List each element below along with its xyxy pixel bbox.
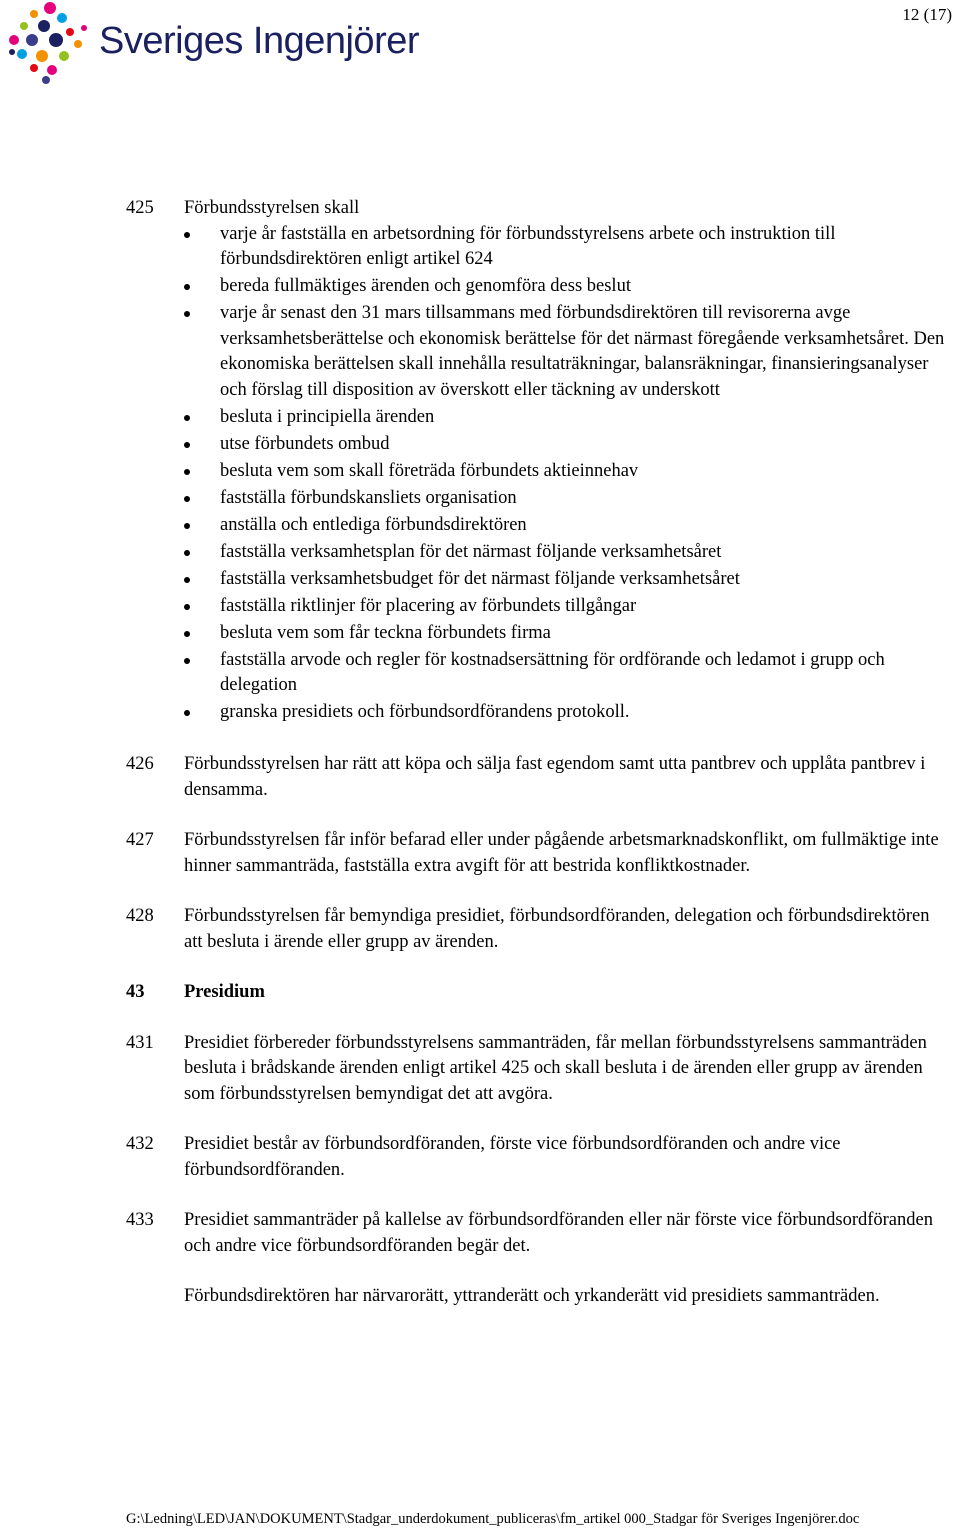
logo-text: Sveriges Ingenjörer [99,20,420,62]
list-item: fastställa verksamhetsbudget för det närmast följande verksamhetsåret [220,567,950,593]
section-text: Presidiet sammanträder på kallelse av förbundsordföranden eller när förste vice förbundsordföranden och andre vice förbundsordföranden begär det. [184,1210,933,1256]
section-427 [0,828,960,879]
list-item: anställa och entlediga förbundsdirektören [220,513,950,539]
section-431 [0,1031,960,1108]
section-number: 432 [126,1134,154,1154]
section-433-continuation [0,1284,960,1310]
section-433 [0,1208,960,1259]
list-item: fastställa riktlinjer för placering av förbundets tillgångar [220,594,950,620]
section-number: 428 [126,906,154,926]
list-item: fastställa arvode och regler för kostnadsersättning för ordförande och ledamot i grupp och delegation [220,648,950,699]
section-428 [0,904,960,955]
logo-dots-icon [4,0,99,84]
section-text: Förbundsstyrelsen får bemyndiga presidiet, förbundsordföranden, delegation och förbundsdirektören att besluta i ärende eller grupp av ärenden. [184,906,930,952]
section-number: 425 [126,198,154,218]
list-item: fastställa verksamhetsplan för det närmast följande verksamhetsåret [220,540,950,566]
section-425 [0,196,960,222]
list-item: besluta i principiella ärenden [220,405,950,431]
list-item: utse förbundets ombud [220,432,950,458]
bullet-list [0,222,960,726]
section-number: 433 [126,1210,154,1230]
section-number: 427 [126,830,154,850]
list-item: granska presidiets och förbundsordförandens protokoll. [220,700,950,726]
section-heading: Presidium [184,982,265,1002]
section-heading-43 [0,980,960,1006]
page-number: 12 (17) [902,5,952,24]
list-item: fastställa förbundskansliets organisation [220,486,950,512]
section-text: Förbundsdirektören har närvarorätt, yttranderätt och yrkanderätt vid presidiets sammanträden. [184,1286,880,1306]
list-item: varje år senast den 31 mars tillsammans med förbundsdirektören till revisorerna avge verksamhetsberättelse och ekonomisk berättelse för det närmast föregående verksamhetsåret. Den ekonomiska berättelsen skall innehålla resultaträkningar, balansräkningar, finansieringsanalyser och förslag till disposition av överskott eller täckning av underskott [220,301,950,403]
sveriges-ingenjorer-logo [4,0,420,84]
footer-file-path: G:\Ledning\LED\JAN\DOKUMENT\Stadgar_underdokument_publiceras\fm_artikel 000_Stadgar för Sveriges Ingenjörer.doc [126,1511,860,1527]
document-body [0,196,960,1310]
section-text: Presidiet består av förbundsordföranden, förste vice förbundsordföranden och andre vice förbundsordföranden. [184,1134,841,1180]
section-426 [0,752,960,803]
section-number: 431 [126,1032,154,1053]
section-432 [0,1132,960,1183]
list-item: besluta vem som skall företräda förbundets aktieinnehav [220,459,950,485]
section-number: 426 [126,754,154,774]
list-item: besluta vem som får teckna förbundets firma [220,621,950,647]
section-text: Presidiet förbereder förbundsstyrelsens sammanträden, får mellan förbundsstyrelsens sammanträden besluta i brådskande ärenden enligt artikel 425 och skall besluta i de ärenden eller grupp av ärenden som förbundsstyrelsen bemyndigat det att avgöra. [184,1032,927,1104]
section-text: Förbundsstyrelsen får inför befarad eller under pågående arbetsmarknadskonflikt, om fullmäktige inte hinner sammanträda, fastställa extra avgift för att bestrida konfliktkostnader. [184,830,939,876]
list-item: bereda fullmäktiges ärenden och genomföra dess beslut [220,274,950,300]
section-text: Förbundsstyrelsen skall [184,198,360,218]
section-number: 43 [126,982,145,1002]
section-text: Förbundsstyrelsen har rätt att köpa och sälja fast egendom samt utta pantbrev och upplåta pantbrev i densamma. [184,754,926,800]
list-item: varje år fastställa en arbetsordning för förbundsstyrelsens arbete och instruktion till förbundsdirektören enligt artikel 624 [220,222,950,273]
